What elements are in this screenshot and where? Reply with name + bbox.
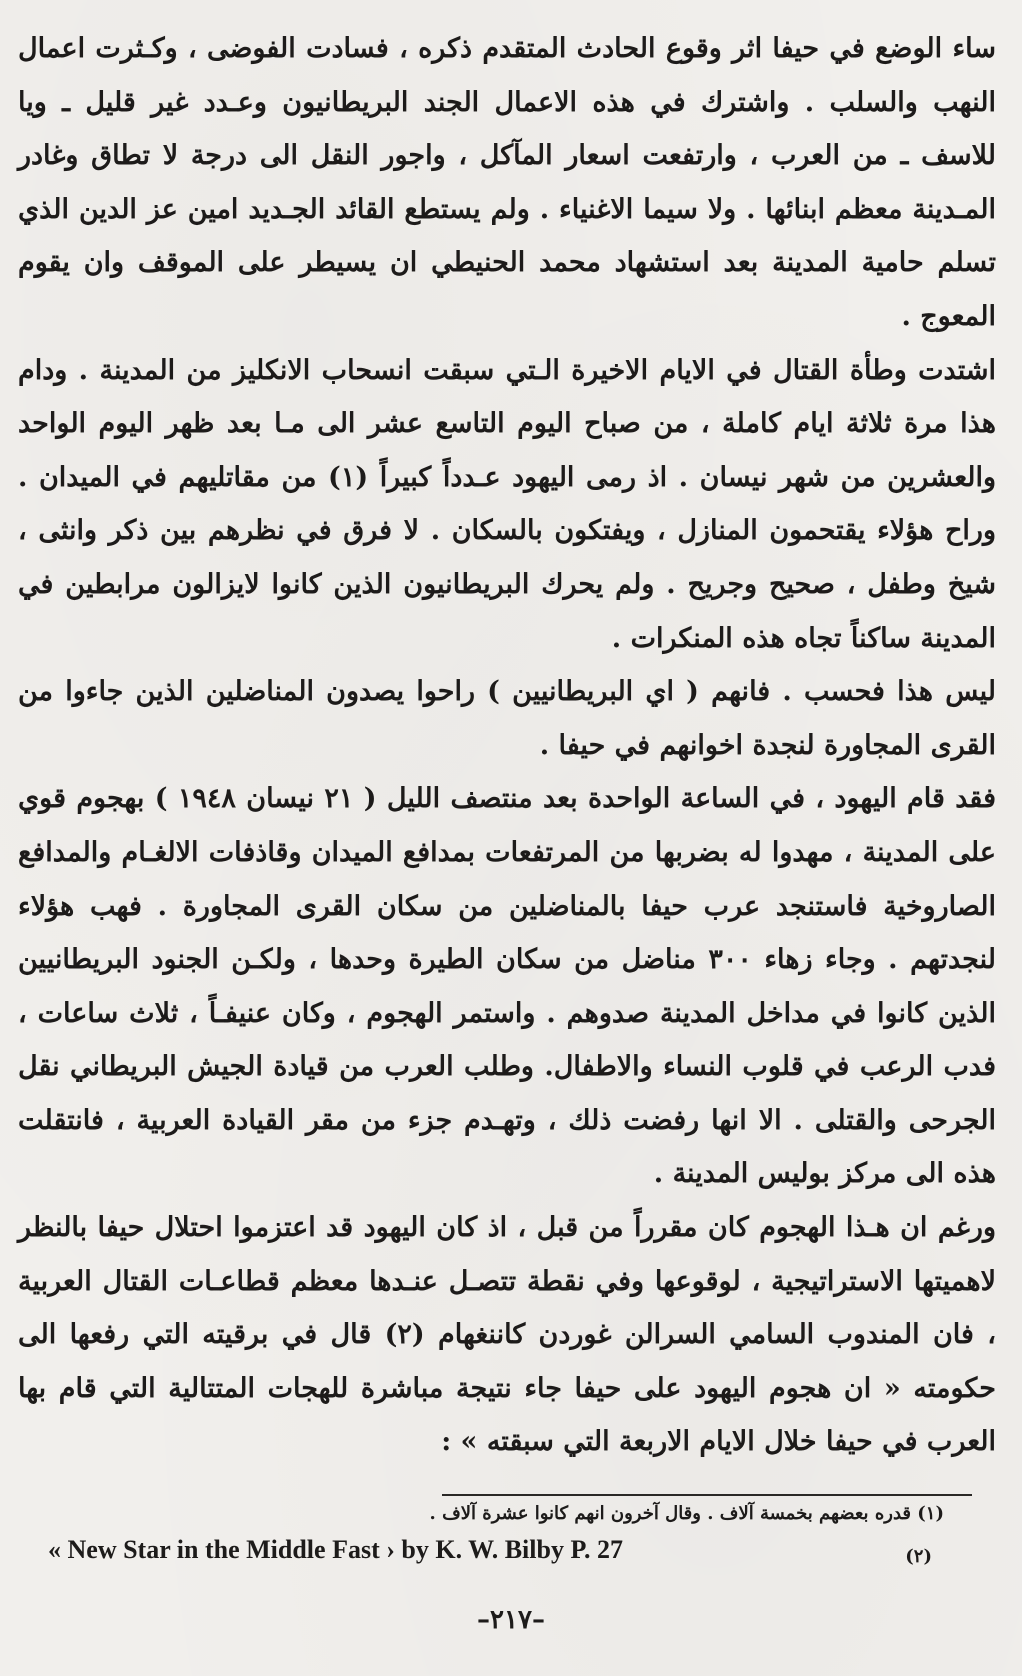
paragraph-5: ورغم ان هـذا الهجوم كان مقرراً من قبل ، اذ كان اليهود قد اعتزموا احتلال حيفا بالنظر لاهميتها الاستراتيجية ، لوقوعها وفي نقطة تتصـل عنـدها معظم قطاعـات القتال العربية ، فان المندوب السامي السرالن غوردن كاننغهام (٢) قال في برقيته التي رفعها الى حكومته « ان هجوم اليهود على حيفا جاء نتيجة مباشرة للهجات المتتالية التي قام بها العرب في حيفا خلال الايام الاربعة التي سبقته » : xyxy=(18,1212,996,1458)
main-text xyxy=(18,22,996,1469)
footnote-separator xyxy=(442,1494,972,1496)
paragraph-3: ليس هذا فحسب . فانهم ( اي البريطانيين ) راحوا يصدون المناضلين الذين جاءوا من القرى المجاورة لنجدة اخوانهم في حيفا . xyxy=(18,676,996,761)
page-number: –٢١٧– xyxy=(477,1605,545,1635)
footnote-1: (١) قدره بعضهم بخمسة آلاف . وقال آخرون انهم كانوا عشرة آلاف . xyxy=(429,1503,944,1524)
paragraph-1: ساء الوضع في حيفا اثر وقوع الحادث المتقدم ذكره ، فسادت الفوضى ، وكـثرت اعمال النهب والسلب . واشترك في هذه الاعمال الجند البريطانيون وعـدد غير قليل ـ ويا للاسف ـ من العرب ، وارتفعت اسعار المآكل ، واجور النقل الى درجة لا تطاق وغادر المـدينة معظم ابنائها . ولا سيما الاغنياء . ولم يستطع القائد الجـديد امين عز الدين الذي تسلم حامية المدينة بعد استشهاد محمد الحنيطي ان يسيطر على الموقف وان يقوم المعوج . xyxy=(18,33,996,332)
footnote-2-citation: « New Star in the Middle Fast › by K. W. Bilby P. 27 xyxy=(48,1535,623,1564)
paragraph-4: فقد قام اليهود ، في الساعة الواحدة بعد منتصف الليل ( ٢١ نيسان ١٩٤٨ ) بهجوم قوي على المدينة ، مهدوا له بضربها من المرتفعات بمدافع الميدان وقاذفات الالغـام والمدافع الصاروخية فاستنجد عرب حيفا بالمناضلين من سكان القرى المجاورة . فهب هؤلاء لنجدتهم . وجاء زهاء ٣٠٠ مناضل من سكان الطيرة وحدها ، ولكـن الجنود البريطانيين الذين كانوا في مداخل المدينة صدوهم . واستمر الهجوم ، وكان عنيفـاً ، ثلاث ساعات ، فدب الرعب في قلوب النساء والاطفال. وطلب العرب من قيادة الجيش البريطاني نقل الجرحى والقتلى . الا انها رفضت ذلك ، وتهـدم جزء من مقر القيادة العربية ، فانتقلت هذه الى مركز بوليس المدينة . xyxy=(18,783,996,1190)
paragraph-2: اشتدت وطأة القتال في الايام الاخيرة الـتي سبقت انسحاب الانكليز من المدينة . ودام هذا مرة ثلاثة ايام كاملة ، من صباح اليوم التاسع عشر الى مـا بعد ظهر اليوم الواحد والعشرين من شهر نيسان . اذ رمى اليهود عـدداً كبيراً (١) من مقاتليهم في الميدان . وراح هؤلاء يقتحمون المنازل ، ويفتكون بالسكان . لا فرق في نظرهم بين ذكر وانثى ، شيخ وطفل ، صحيح وجريح . ولم يحرك البريطانيون الذين كانوا لايزالون مرابطين في المدينة ساكناً تجاه هذه المنكرات . xyxy=(18,354,997,654)
footnote-2-marker: (٢) xyxy=(905,1546,932,1567)
